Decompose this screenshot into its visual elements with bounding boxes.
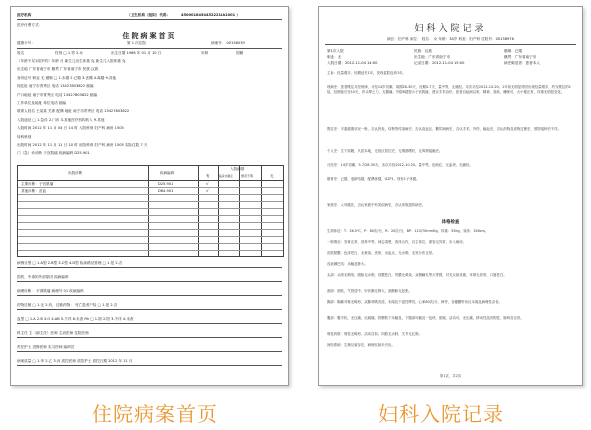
check-mark: √ <box>206 188 209 193</box>
org-code-value: 4500018454452221IA1001 ） <box>181 13 240 17</box>
occupation: 职业：无 <box>327 55 342 59</box>
bottom-row: 病例分型 □ 1.A型 2.B型 3.C型 4.D型 临床路径管理 □ 1.是 2.否 <box>17 261 123 265</box>
row-rule <box>17 281 282 282</box>
info-row: （年龄不足1周岁的）年龄 月 新生儿出生体重 克 新生儿入院体重 克 <box>17 59 126 63</box>
info-row: 现住址 南宁市青秀区 电话 13427803622 邮编 <box>17 84 94 89</box>
history-paragraph: 月经史：14岁初潮，5-7/28-30天，末次月经2012-10-20。量中等，色暗红，无血块，无痛经。 <box>327 163 473 167</box>
case-front-page-document <box>10 6 289 386</box>
card-label: 健康卡号： <box>17 41 35 45</box>
bottom-row: 病案质量 □ 1.甲 2.乙 3.丙 质控医师 质控护士 质控日期 2012 年 11 月 <box>17 359 133 363</box>
table-row: 主要诊断：子宫肌瘤 <box>21 182 54 186</box>
info-row: 出生地 广东省南宁市 籍贯 广东省南宁市 民族 汉族 <box>17 67 99 72</box>
birthplace: 出生地：广东省南宁市 <box>414 55 450 59</box>
bottom-row: 血型 □ 1.A 2.B 3.O 4.AB 5.不详 6.未查 Rh □ 1.阴 2.阳 3.不详 4.未查 <box>17 317 134 321</box>
case-number: 病案号： 00158039 <box>211 41 245 45</box>
admission-count: 第1次入院 <box>327 49 344 53</box>
table-header-uncertain: 临床未确定 <box>219 174 233 178</box>
patient-age: 年龄 <box>201 51 209 55</box>
payment-line: 医疗付费方式： <box>17 23 43 27</box>
title-rule <box>17 48 282 49</box>
table-header-no: 无 <box>270 174 274 178</box>
history-paragraph: 个人史：生于原籍，久居本地，无疫区居住史，无烟酒嗜好，无毒物接触史。 <box>327 149 443 153</box>
marital-status: 婚姻：已婚 <box>504 49 522 53</box>
bottom-row: 药物过敏 □ 1.无 2.有，过敏药物： 死亡患者尸检 □ 1.是 2.否 <box>17 303 118 307</box>
bottom-row: 科主任 主（副主任）医师 主治医师 住院医师 <box>17 331 89 335</box>
info-row: 入院时间 2012 年 11 月 04 日 14 时 入院科别 妇产科 病房 1505 <box>17 126 124 131</box>
table-header-code: 疾病编码 <box>160 171 175 175</box>
exam-paragraph: 头部：头颅无畸形，眼睑无水肿，结膜苍白，巩膜无黄染，双侧瞳孔等大等圆，对光反射灵敏，耳鼻无异常，口唇苍白。 <box>327 273 507 277</box>
exam-paragraph: 一般情况：发育正常，营养中等，神志清楚，查体合作，自主体位，面容无异常，步入病房。 <box>327 240 467 244</box>
history-paragraph: 现病史：患者既往月经规律，月经14岁初潮，周期28-30天，经期5-7天，量中等，无痛经。末次月经2012-10-20。1年前无明显诱因出现经量增多，约为既往的2倍，经期延长至10天，伴头晕乏力，无腹痛。外院B超提示子宫肌瘤，建议手术治疗。患者自起病以来，精神、食欲、睡眠可，大小便正常，体重无明显变化。 <box>327 85 571 95</box>
check-mark: √ <box>206 181 209 186</box>
gyn-admission-record-document <box>318 6 583 386</box>
admission-times: 第 1 次住院 <box>127 41 146 45</box>
table-row-code: D25.901 <box>158 182 174 186</box>
exam-paragraph: 生命体征：T：36.5℃，P：80次/分，R：20次/分，BP：110/70mmHg，体重：55kg，身高：158cm。 <box>327 229 489 233</box>
info-row: 联系人姓名 王某某 关系 配偶 地址 南宁市青秀区 电话 13427803622 <box>17 109 130 114</box>
admission-date: 入院日期：2012-11-04 14:00 <box>327 61 378 65</box>
table-header-unknown: 情况不明 <box>241 174 254 178</box>
record-title: 妇科入院记录 <box>414 24 487 34</box>
table-header-yes: 有 <box>206 174 210 178</box>
record-meta: 病区：妇产科 床位： 姓名： 女 年龄：34岁 科室：妇产科 住院号：00158976 <box>387 37 514 41</box>
history-paragraph: 既往史：平素健康状况一般，否认肝炎、结核等传染病史，否认高血压、糖尿病病史，否认手术、外伤、输血史，否认药物及食物过敏史，预防接种史不详。 <box>327 127 561 131</box>
org-label: 医疗机构 <box>17 13 32 17</box>
table-row-code: D64.901 <box>158 189 174 193</box>
bottom-row: 责任护士 进修医师 实习医师 编码员 <box>17 345 75 349</box>
bottom-row: 损伤、中毒的外部原因 疾病编码 <box>17 275 69 279</box>
exam-paragraph: 皮肤黏膜：色泽苍白，无黄染、皮疹、出血点，无水肿，毛发分布正常。 <box>327 251 436 255</box>
row-rule <box>17 337 282 338</box>
exam-paragraph: 胸部：胸廓对称无畸形，双肺呼吸音清，未闻及干湿性啰音。心率80次/分，律齐，各瓣膜听诊区未闻及病理性杂音。 <box>327 300 502 304</box>
patient-sex: 性别 □ 1.男 2.女 <box>55 51 84 55</box>
diagnosis-table <box>17 165 284 257</box>
info-row: 门（急）诊诊断 子宫肌瘤 疾病编码 D25.901 <box>17 151 90 156</box>
native-place: 籍贯：广东省南宁市 <box>504 55 537 59</box>
patient-birthdate: 出生日期 1986 年 01 月 10 日 <box>111 51 162 55</box>
row-rule <box>17 309 282 310</box>
info-row: 户口地址 南宁市青秀区 电话 13427803622 邮编 <box>17 92 98 97</box>
info-row: 出院时间 2012 年 11 月 11 日 10 时 出院科别 妇产科 病房 1505 实际住院 7 天 <box>17 143 148 147</box>
patient-nationality: 国籍 <box>236 51 244 55</box>
row-rule <box>17 267 282 268</box>
table-row: 其他诊断：贫血 <box>21 189 47 193</box>
exam-paragraph: 颈部：颈软，气管居中，甲状腺无肿大，颈静脉无怒张。 <box>327 289 412 293</box>
table-header-admission: 入院病情 <box>230 167 245 171</box>
info-row: 转科科别 <box>17 134 32 139</box>
row-rule <box>17 323 282 324</box>
page-title: 住院病案首页 <box>122 32 177 40</box>
patient-name: 姓名 <box>17 51 25 55</box>
family-history: 家族史：父母健在，否认家族中有类似病史，否认家族遗传病史。 <box>327 203 426 207</box>
info-row: 工作单位及地址 单位电话 邮编 <box>17 101 67 105</box>
row-rule <box>17 351 282 352</box>
table-header-diagnosis: 出院诊断 <box>68 171 83 175</box>
row-rule <box>17 365 282 366</box>
info-row: 身份证号 职业 无 婚姻 □ 1.未婚 2.已婚 3.丧偶 4.离婚 9.其他 <box>17 75 117 80</box>
bottom-row: 病理诊断： 平滑肌瘤 病理号 01 疾病编码 <box>17 289 84 293</box>
record-date: 记录日期：2012-11-04 15:00 <box>414 61 465 65</box>
exam-section-title: 体格检查 <box>441 220 460 225</box>
exam-paragraph: 浅表淋巴结：未触及肿大。 <box>327 262 368 266</box>
page-footer: 第1页，共2页 <box>439 374 462 378</box>
history-narrator: 病史陈述者：患者本人 <box>504 61 540 65</box>
row-rule <box>17 295 282 296</box>
org-code-label: （卫生机构（组织）代码： <box>127 13 171 17</box>
exam-paragraph: 腹部：腹平软，无压痛、反跳痛，肝脾肋下未触及，下腹部可触及一包块，质硬，活动可，无压痛，移动性浊音阴性，肠鸣音正常。 <box>327 316 524 320</box>
caption-case-front-page: 住院病案首页 <box>92 402 218 426</box>
meta-rule <box>325 44 576 45</box>
history-paragraph: 主诉：经量增多、经期延长1年，发现盆腔包块1年。 <box>327 71 406 75</box>
exam-paragraph: 神经系统：生理反射存在，病理反射未引出。 <box>327 343 395 347</box>
header-rule <box>17 19 282 20</box>
info-row: 入院途径 □ 1.急诊 2.门诊 3.其他医疗机构转入 9.其他 <box>17 117 105 122</box>
exam-paragraph: 脊柱四肢：脊柱无畸形，活动自如，四肢无水肿，关节无红肿。 <box>327 332 422 336</box>
history-paragraph: 婚育史：已婚，适龄结婚，配偶体健，G2P1，现有1子体健。 <box>327 177 420 181</box>
caption-gyn-admission-record: 妇科入院记录 <box>378 402 504 426</box>
ethnicity: 民族：汉族 <box>414 49 432 53</box>
